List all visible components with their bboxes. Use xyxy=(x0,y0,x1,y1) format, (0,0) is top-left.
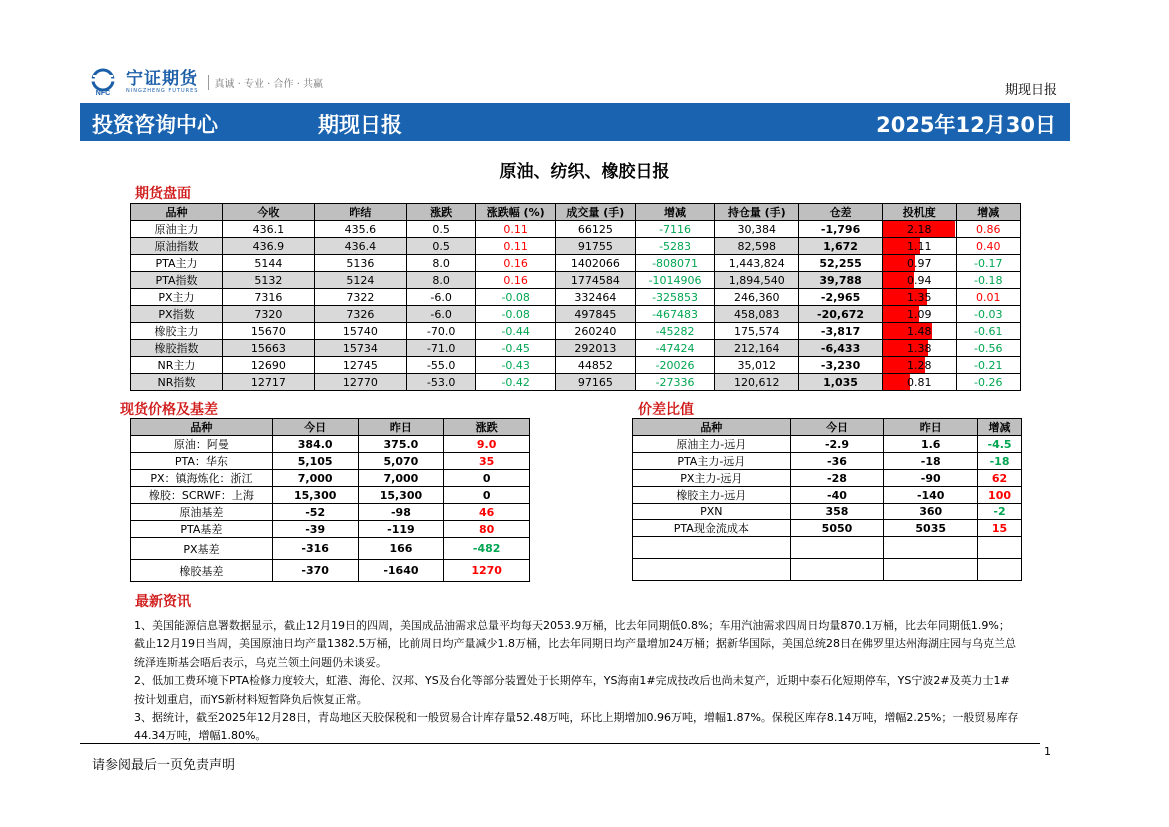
futures-open-interest: 1,894,540 xyxy=(715,272,799,289)
futures-volume-change: -467483 xyxy=(635,306,715,323)
futures-oi-change: 39,788 xyxy=(799,272,883,289)
spread-change: -18 xyxy=(978,453,1022,470)
header-report-type: 期现日报 xyxy=(1004,83,1057,98)
futures-row xyxy=(131,238,1021,255)
spread-header-3: 增减 xyxy=(978,419,1022,436)
futures-speculation xyxy=(882,323,956,340)
futures-prev-settle: 435.6 xyxy=(314,221,406,238)
spread-header-1: 今日 xyxy=(790,419,884,436)
futures-row xyxy=(131,221,1021,238)
futures-speculation xyxy=(882,221,956,238)
futures-name: NR指数 xyxy=(131,374,223,391)
spread-row xyxy=(633,504,1022,520)
spot-today: 7,000 xyxy=(272,470,358,487)
spread-row xyxy=(633,453,1022,470)
futures-volume-change: -47424 xyxy=(635,340,715,357)
spread-section-title: 价差比值 xyxy=(638,402,694,418)
spread-change: 62 xyxy=(978,470,1022,487)
futures-header-7: 持仓量 (手) xyxy=(715,204,799,221)
speculation-value: 0.97 xyxy=(906,256,932,270)
news-item: 2、低加工费环境下PTA检修力度较大，虹港、海伦、汉邦、YS及台化等部分装置处于长期停车，YS海南1#完成技改后也尚未复产，近期中泰石化短期停车，YS宁波2#及英力士1#按计划重启，而YS新材料短暂降负后恢复正常。 xyxy=(134,674,1010,706)
spot-change: 9.0 xyxy=(444,436,530,453)
futures-change: 8.0 xyxy=(406,272,475,289)
spot-yesterday: 15,300 xyxy=(358,487,444,504)
spot-header-3: 涨跌 xyxy=(444,419,530,436)
spread-name xyxy=(633,559,791,581)
futures-change-pct: -0.44 xyxy=(476,323,556,340)
futures-change-pct: 0.16 xyxy=(476,255,556,272)
futures-prev-settle: 7322 xyxy=(314,289,406,306)
spot-name: PX基差 xyxy=(131,538,273,560)
spot-today: -52 xyxy=(272,504,358,521)
futures-oi-change: 1,035 xyxy=(799,374,883,391)
spot-today: 384.0 xyxy=(272,436,358,453)
spot-row xyxy=(131,504,530,521)
futures-change-pct: 0.16 xyxy=(476,272,556,289)
spot-name: 橡胶：SCRWF：上海 xyxy=(131,487,273,504)
spot-change: 35 xyxy=(444,453,530,470)
futures-row xyxy=(131,255,1021,272)
futures-volume-change: -7116 xyxy=(635,221,715,238)
futures-volume-change: -325853 xyxy=(635,289,715,306)
news-item: 1、美国能源信息署数据显示，截止12月19日的四周，美国成品油需求总量平均每天2053.9万桶，比去年同期低0.8%；车用汽油需求四周日均量870.1万桶，比去年同期低1.9%；截止12月19日当周，美国原油日均产量1382.5万桶，比前周日均产量减少1.8万桶，比去年同期日均产量增加24万桶；据新华国际，美国总统28日在佛罗里达州海湖庄园与乌克兰总统泽连斯基会晤后表示，乌克兰领土问题仍未谈妥。 xyxy=(134,619,1016,669)
futures-oi-change: 1,672 xyxy=(799,238,883,255)
futures-speculation-change: 0.86 xyxy=(956,221,1020,238)
futures-header-5: 成交量 (手) xyxy=(556,204,636,221)
futures-header-10: 增减 xyxy=(956,204,1020,221)
futures-speculation-change: 0.01 xyxy=(956,289,1020,306)
futures-speculation xyxy=(882,238,956,255)
futures-row xyxy=(131,306,1021,323)
futures-volume: 1774584 xyxy=(556,272,636,289)
futures-header-6: 增减 xyxy=(635,204,715,221)
spot-name: 橡胶基差 xyxy=(131,560,273,582)
futures-speculation-change: -0.61 xyxy=(956,323,1020,340)
spread-change xyxy=(978,537,1022,559)
futures-change: 0.5 xyxy=(406,238,475,255)
spot-change: -482 xyxy=(444,538,530,560)
futures-open-interest: 175,574 xyxy=(715,323,799,340)
banner-report-name: 期现日报 xyxy=(318,113,402,137)
futures-header-0: 品种 xyxy=(131,204,223,221)
spot-row xyxy=(131,453,530,470)
spot-yesterday: -1640 xyxy=(358,560,444,582)
futures-speculation xyxy=(882,357,956,374)
spread-yesterday xyxy=(884,559,978,581)
spread-name: PXN xyxy=(633,504,791,520)
futures-change-pct: -0.45 xyxy=(476,340,556,357)
spot-change: 46 xyxy=(444,504,530,521)
spot-today: 5,105 xyxy=(272,453,358,470)
futures-change-pct: -0.08 xyxy=(476,289,556,306)
futures-change: -6.0 xyxy=(406,306,475,323)
futures-change-pct: -0.42 xyxy=(476,374,556,391)
spread-header-2: 昨日 xyxy=(884,419,978,436)
futures-name: PX指数 xyxy=(131,306,223,323)
futures-volume-change: -27336 xyxy=(635,374,715,391)
futures-open-interest: 1,443,824 xyxy=(715,255,799,272)
futures-oi-change: -3,817 xyxy=(799,323,883,340)
spot-name: PX：镇海炼化：浙江 xyxy=(131,470,273,487)
futures-row xyxy=(131,374,1021,391)
futures-volume: 260240 xyxy=(556,323,636,340)
futures-volume: 497845 xyxy=(556,306,636,323)
futures-prev-settle: 12770 xyxy=(314,374,406,391)
futures-volume-change: -45282 xyxy=(635,323,715,340)
spread-row xyxy=(633,559,1022,581)
spread-row xyxy=(633,436,1022,453)
futures-row xyxy=(131,340,1021,357)
logo-cn-text: 宁证期货 xyxy=(126,69,198,89)
spread-row xyxy=(633,470,1022,487)
futures-volume: 91755 xyxy=(556,238,636,255)
spread-yesterday xyxy=(884,537,978,559)
futures-close: 15670 xyxy=(222,323,314,340)
futures-volume-change: -808071 xyxy=(635,255,715,272)
spot-change: 80 xyxy=(444,521,530,538)
spread-today: -2.9 xyxy=(790,436,884,453)
disclaimer-link[interactable]: 请参阅最后一页免责声明 xyxy=(92,758,236,773)
spot-table xyxy=(130,418,530,582)
futures-change: -55.0 xyxy=(406,357,475,374)
spread-row xyxy=(633,487,1022,504)
logo-en-text: NINGZHENG FUTURES xyxy=(126,88,199,94)
spot-name: 原油：阿曼 xyxy=(131,436,273,453)
banner-department: 投资咨询中心 xyxy=(92,113,218,137)
futures-volume: 44852 xyxy=(556,357,636,374)
futures-speculation xyxy=(882,272,956,289)
futures-close: 7316 xyxy=(222,289,314,306)
futures-row xyxy=(131,289,1021,306)
futures-speculation-change: -0.18 xyxy=(956,272,1020,289)
spread-today: 358 xyxy=(790,504,884,520)
futures-open-interest: 120,612 xyxy=(715,374,799,391)
futures-row xyxy=(131,323,1021,340)
futures-row xyxy=(131,357,1021,374)
futures-oi-change: -20,672 xyxy=(799,306,883,323)
futures-name: 橡胶主力 xyxy=(131,323,223,340)
futures-name: 橡胶指数 xyxy=(131,340,223,357)
svg-text:NFC: NFC xyxy=(95,90,111,96)
speculation-value: 2.18 xyxy=(906,222,932,236)
spread-today: -40 xyxy=(790,487,884,504)
futures-prev-settle: 436.4 xyxy=(314,238,406,255)
spot-name: PTA基差 xyxy=(131,521,273,538)
spread-yesterday: -140 xyxy=(884,487,978,504)
futures-row xyxy=(131,272,1021,289)
futures-speculation-change: -0.56 xyxy=(956,340,1020,357)
spot-row xyxy=(131,470,530,487)
spot-change: 0 xyxy=(444,470,530,487)
news-list xyxy=(134,617,1019,746)
futures-change-pct: -0.43 xyxy=(476,357,556,374)
news-section-title: 最新资讯 xyxy=(135,594,191,610)
futures-header-2: 昨结 xyxy=(314,204,406,221)
futures-prev-settle: 15734 xyxy=(314,340,406,357)
spread-today: 5050 xyxy=(790,520,884,537)
spread-name: 原油主力-远月 xyxy=(633,436,791,453)
spot-name: 原油基差 xyxy=(131,504,273,521)
news-item: 3、据统计，截至2025年12月28日，青岛地区天胶保税和一般贸易合计库存量52.48万吨，环比上期增加0.96万吨，增幅1.87%。保税区库存8.14万吨，增幅2.25%；一般贸易库存44.34万吨，增幅1.80%。 xyxy=(134,711,1019,743)
futures-name: PTA主力 xyxy=(131,255,223,272)
speculation-value: 0.94 xyxy=(906,273,932,287)
futures-volume: 1402066 xyxy=(556,255,636,272)
spread-row xyxy=(633,537,1022,559)
spot-today: -316 xyxy=(272,538,358,560)
spread-row xyxy=(633,520,1022,537)
futures-change: -6.0 xyxy=(406,289,475,306)
spot-header-0: 品种 xyxy=(131,419,273,436)
futures-change-pct: -0.08 xyxy=(476,306,556,323)
company-logo xyxy=(86,68,323,96)
banner-date: 2025年12月30日 xyxy=(876,113,1056,137)
spread-yesterday: 5035 xyxy=(884,520,978,537)
futures-oi-change: -6,433 xyxy=(799,340,883,357)
futures-prev-settle: 7326 xyxy=(314,306,406,323)
spot-row xyxy=(131,521,530,538)
page-number: 1 xyxy=(1044,745,1051,758)
spread-change: -2 xyxy=(978,504,1022,520)
futures-header-9: 投机度 xyxy=(882,204,956,221)
futures-name: 原油指数 xyxy=(131,238,223,255)
spread-table xyxy=(632,418,1022,581)
spread-today xyxy=(790,537,884,559)
futures-oi-change: -3,230 xyxy=(799,357,883,374)
futures-speculation xyxy=(882,340,956,357)
futures-volume: 292013 xyxy=(556,340,636,357)
futures-close: 436.9 xyxy=(222,238,314,255)
nfc-logo-icon xyxy=(86,68,120,96)
speculation-value: 1.28 xyxy=(906,358,932,372)
futures-change-pct: 0.11 xyxy=(476,221,556,238)
spread-yesterday: -18 xyxy=(884,453,978,470)
spread-name: 橡胶主力-远月 xyxy=(633,487,791,504)
futures-speculation-change: -0.17 xyxy=(956,255,1020,272)
futures-change-pct: 0.11 xyxy=(476,238,556,255)
futures-header-8: 仓差 xyxy=(799,204,883,221)
spot-section-title: 现货价格及基差 xyxy=(120,402,218,418)
futures-name: 原油主力 xyxy=(131,221,223,238)
futures-volume-change: -1014906 xyxy=(635,272,715,289)
speculation-value: 1.35 xyxy=(906,290,932,304)
futures-oi-change: 52,255 xyxy=(799,255,883,272)
futures-volume: 332464 xyxy=(556,289,636,306)
futures-volume: 97165 xyxy=(556,374,636,391)
spot-header-1: 今日 xyxy=(272,419,358,436)
futures-name: NR主力 xyxy=(131,357,223,374)
spread-today: -28 xyxy=(790,470,884,487)
futures-section-title: 期货盘面 xyxy=(135,186,191,202)
futures-volume-change: -5283 xyxy=(635,238,715,255)
spread-name: PTA现金流成本 xyxy=(633,520,791,537)
futures-open-interest: 82,598 xyxy=(715,238,799,255)
speculation-value: 1.09 xyxy=(906,307,932,321)
spread-name: PX主力-远月 xyxy=(633,470,791,487)
spread-change: -4.5 xyxy=(978,436,1022,453)
futures-close: 12717 xyxy=(222,374,314,391)
speculation-bar xyxy=(883,374,910,390)
spot-row xyxy=(131,487,530,504)
spread-header-0: 品种 xyxy=(633,419,791,436)
futures-speculation xyxy=(882,374,956,391)
spot-yesterday: 5,070 xyxy=(358,453,444,470)
futures-header-1: 今收 xyxy=(222,204,314,221)
speculation-value: 1.11 xyxy=(906,239,932,253)
spot-header-2: 昨日 xyxy=(358,419,444,436)
spot-yesterday: -119 xyxy=(358,521,444,538)
futures-speculation xyxy=(882,255,956,272)
futures-open-interest: 246,360 xyxy=(715,289,799,306)
spot-yesterday: 7,000 xyxy=(358,470,444,487)
futures-close: 7320 xyxy=(222,306,314,323)
spot-row xyxy=(131,436,530,453)
futures-oi-change: -2,965 xyxy=(799,289,883,306)
spot-yesterday: 375.0 xyxy=(358,436,444,453)
futures-open-interest: 30,384 xyxy=(715,221,799,238)
futures-volume: 66125 xyxy=(556,221,636,238)
futures-speculation-change: -0.26 xyxy=(956,374,1020,391)
footer-divider xyxy=(80,743,1040,744)
spot-change: 1270 xyxy=(444,560,530,582)
futures-header-3: 涨跌 xyxy=(406,204,475,221)
spot-yesterday: -98 xyxy=(358,504,444,521)
futures-speculation-change: -0.21 xyxy=(956,357,1020,374)
futures-open-interest: 458,083 xyxy=(715,306,799,323)
spot-change: 0 xyxy=(444,487,530,504)
futures-prev-settle: 15740 xyxy=(314,323,406,340)
speculation-value: 1.38 xyxy=(906,341,932,355)
futures-speculation xyxy=(882,289,956,306)
speculation-value: 1.48 xyxy=(906,324,932,338)
futures-header-4: 涨跌幅 (%) xyxy=(476,204,556,221)
futures-change: 8.0 xyxy=(406,255,475,272)
futures-speculation-change: 0.40 xyxy=(956,238,1020,255)
spread-yesterday: 360 xyxy=(884,504,978,520)
futures-change: -70.0 xyxy=(406,323,475,340)
futures-prev-settle: 5136 xyxy=(314,255,406,272)
futures-speculation xyxy=(882,306,956,323)
spot-yesterday: 166 xyxy=(358,538,444,560)
spread-change: 15 xyxy=(978,520,1022,537)
spread-today: -36 xyxy=(790,453,884,470)
futures-open-interest: 212,164 xyxy=(715,340,799,357)
logo-slogan: 真诚 · 专业 · 合作 · 共赢 xyxy=(208,75,323,90)
futures-open-interest: 35,012 xyxy=(715,357,799,374)
futures-name: PX主力 xyxy=(131,289,223,306)
futures-name: PTA指数 xyxy=(131,272,223,289)
futures-close: 12690 xyxy=(222,357,314,374)
futures-change: 0.5 xyxy=(406,221,475,238)
futures-close: 436.1 xyxy=(222,221,314,238)
futures-close: 15663 xyxy=(222,340,314,357)
report-title: 原油、纺织、橡胶日报 xyxy=(499,162,670,182)
spread-name xyxy=(633,537,791,559)
spread-change: 100 xyxy=(978,487,1022,504)
futures-change: -53.0 xyxy=(406,374,475,391)
futures-change: -71.0 xyxy=(406,340,475,357)
spread-yesterday: 1.6 xyxy=(884,436,978,453)
futures-close: 5144 xyxy=(222,255,314,272)
spot-row xyxy=(131,538,530,560)
spread-today xyxy=(790,559,884,581)
futures-speculation-change: -0.03 xyxy=(956,306,1020,323)
futures-prev-settle: 12745 xyxy=(314,357,406,374)
spread-change xyxy=(978,559,1022,581)
futures-table xyxy=(130,203,1021,391)
spot-today: 15,300 xyxy=(272,487,358,504)
speculation-value: 0.81 xyxy=(906,375,932,389)
spot-today: -39 xyxy=(272,521,358,538)
spot-name: PTA：华东 xyxy=(131,453,273,470)
spread-yesterday: -90 xyxy=(884,470,978,487)
futures-volume-change: -20026 xyxy=(635,357,715,374)
spot-row xyxy=(131,560,530,582)
futures-prev-settle: 5124 xyxy=(314,272,406,289)
futures-oi-change: -1,796 xyxy=(799,221,883,238)
title-banner xyxy=(80,103,1070,141)
spot-today: -370 xyxy=(272,560,358,582)
spread-name: PTA主力-远月 xyxy=(633,453,791,470)
futures-close: 5132 xyxy=(222,272,314,289)
